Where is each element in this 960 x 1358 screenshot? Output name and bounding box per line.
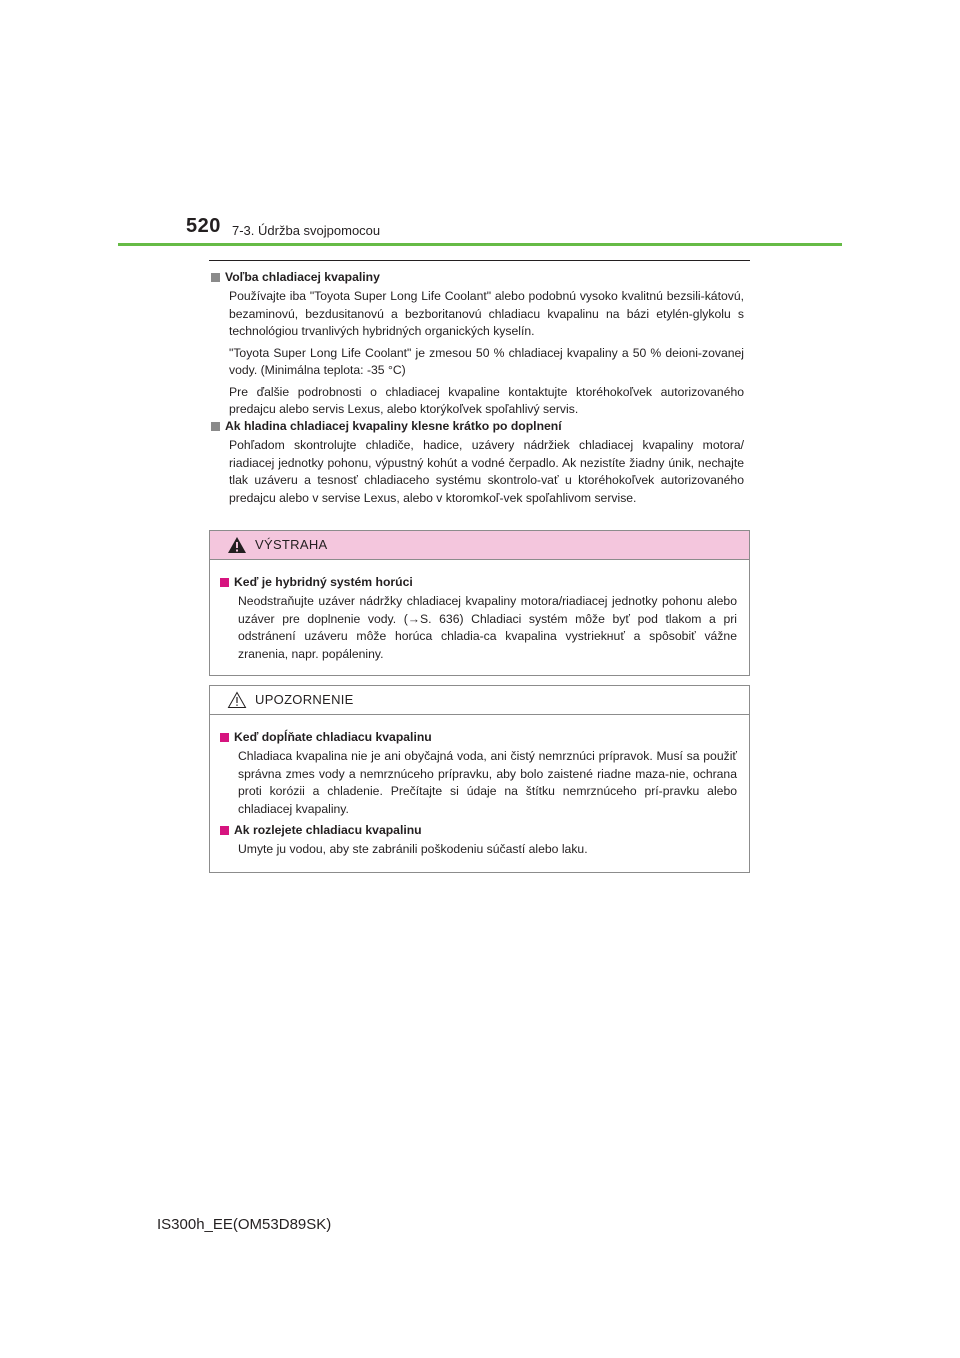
content-rule (209, 260, 750, 261)
paragraph: "Toyota Super Long Life Coolant" je zmesou 50 % chladiacej kvapaliny a 50 % deioni-zovanej vody. (Minimálna teplota: -35 °C) (229, 345, 744, 377)
square-bullet-icon (211, 422, 220, 431)
section-heading: Ak hladina chladiacej kvapaliny klesne krátko po doplnení (209, 418, 750, 435)
section-heading: Voľba chladiacej kvapaliny (209, 269, 750, 286)
paragraph: Pohľadom skontrolujte chladiče, hadice, uzávery nádržiek chladiacej kvapaliny motora/ riadiacej jednotky pohonu, výpustný kohút a vodné čerpadlo. Ak nezistíte žiadny únik, nechajte tlak uzáveru a tesnosť chladiaceho systému skontrolo-vať u ktoréhokoľvek autorizovaného predajcu alebo v servise Lexus, alebo v ktoromkoľ-vek spoľahlivom servise. (229, 438, 744, 505)
paragraph: Pre ďalšie podrobnosti o chladiacej kvapaline kontaktujte ktoréhokoľvek autorizovaného predajcu alebo servis Lexus, alebo ktorýkoľvek spoľahlivý servis. (229, 384, 744, 416)
warning-heading: Keď je hybridný systém horúci (218, 574, 743, 591)
notice-header (210, 686, 749, 715)
footer-model: IS300h_EE(OM53D89SK) (157, 1216, 332, 1233)
caution-triangle-icon (227, 691, 247, 709)
warning-box (209, 530, 750, 676)
paragraph: Používajte iba "Toyota Super Long Life Coolant" alebo podobnú vysoko kvalitnú bezsili-kátovú, bezaminovú, bezdusitanovú a bezboritanovú chladiacu kvapalinu na bázi etylén-glykolu s technológiou trvanlivých hybridných organických kyselín. (229, 289, 744, 338)
section-coolant-level (209, 418, 750, 511)
warning-triangle-icon (227, 536, 247, 554)
section-coolant-choice (209, 269, 750, 423)
warning-header (210, 531, 749, 560)
warning-title: VÝSTRAHA (255, 537, 328, 552)
notice-heading: Keď dopĺňate chladiacu kvapalinu (218, 729, 743, 746)
page-number: 520 (186, 215, 221, 237)
notice-heading: Ak rozlejete chladiacu kvapalinu (218, 822, 743, 839)
section-title: 7-3. Údržba svojpomocou (232, 223, 381, 238)
square-bullet-icon (211, 273, 220, 282)
header-rule (118, 243, 842, 246)
notice-text: Umyte ju vodou, aby ste zabránili poškodeniu súčastí alebo laku. (238, 842, 588, 856)
notice-title: UPOZORNENIE (255, 692, 354, 707)
square-bullet-icon (220, 826, 229, 835)
notice-text: Chladiaca kvapalina nie je ani obyčajná voda, ani čistý nemrznúci prípravok. Musí sa použiť správna zmes vody a nemrznúceho prípravku, aby bolo zaistené riadne maza-nie, ochrana proti korózii a chladenie. Prečítajte si údaje na štítku nemrznúceho prí-pravku alebo chladiacej kvapaliny. (238, 749, 737, 816)
square-bullet-icon (220, 733, 229, 742)
notice-box (209, 685, 750, 873)
warning-text: Neodstraňujte uzáver nádržky chladiacej kvapaliny motora/riadiacej jednotky pohonu alebo uzáver pre doplnenie vody. (→S. 636) Chladiaci systém môže byť pod tlakom a pri odstránení uzáveru môže horúca chladia-ca kvapalina vystriekнuť a spôsobiť vážne zranenia, napr. popáleniny. (238, 594, 737, 661)
square-bullet-icon (220, 578, 229, 587)
